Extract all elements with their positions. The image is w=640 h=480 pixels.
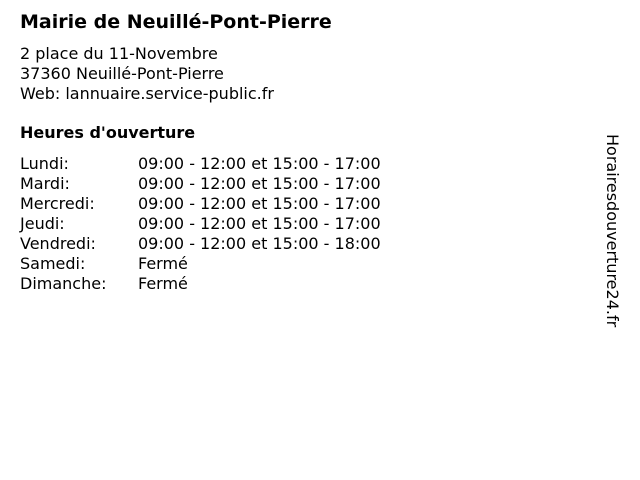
address-web: Web: lannuaire.service-public.fr (20, 84, 274, 103)
address-street: 2 place du 11-Novembre (20, 44, 218, 63)
hours-row (20, 254, 381, 274)
hours-day: Samedi: (20, 254, 86, 273)
hours-row (20, 154, 381, 174)
address-city: 37360 Neuillé-Pont-Pierre (20, 64, 224, 83)
hours-row (20, 234, 381, 254)
hours-row (20, 174, 381, 194)
hours-time: 09:00 - 12:00 et 15:00 - 17:00 (138, 154, 381, 173)
hours-table (20, 154, 381, 294)
hours-heading: Heures d'ouverture (20, 123, 196, 142)
hours-day: Mardi: (20, 174, 70, 193)
hours-row (20, 274, 381, 294)
hours-time: 09:00 - 12:00 et 15:00 - 18:00 (138, 234, 381, 253)
hours-time: Fermé (138, 274, 188, 293)
brand-watermark: Horairesdouverture24.fr (603, 134, 622, 328)
page-title: Mairie de Neuillé-Pont-Pierre (20, 11, 332, 33)
hours-day: Dimanche: (20, 274, 107, 293)
hours-day: Mercredi: (20, 194, 95, 213)
hours-day: Lundi: (20, 154, 69, 173)
hours-time: 09:00 - 12:00 et 15:00 - 17:00 (138, 194, 381, 213)
hours-time: 09:00 - 12:00 et 15:00 - 17:00 (138, 214, 381, 233)
hours-day: Vendredi: (20, 234, 96, 253)
hours-time: 09:00 - 12:00 et 15:00 - 17:00 (138, 174, 381, 193)
hours-time: Fermé (138, 254, 188, 273)
address-block (20, 44, 274, 104)
hours-row (20, 194, 381, 214)
hours-day: Jeudi: (20, 214, 65, 233)
hours-row (20, 214, 381, 234)
